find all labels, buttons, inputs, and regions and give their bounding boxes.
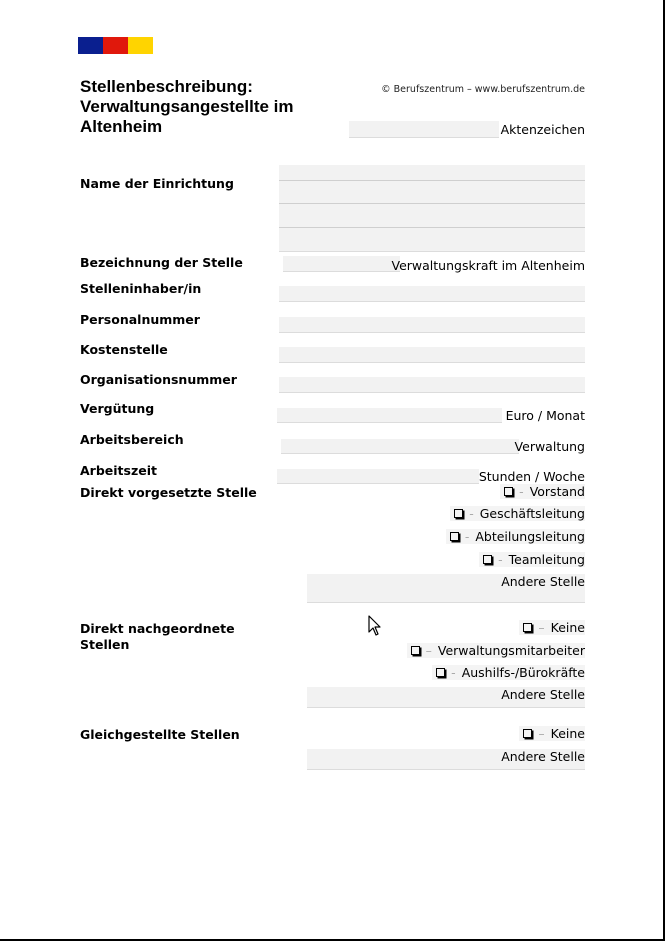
option-label: Keine: [550, 620, 585, 635]
flag-stripe-blue: [78, 37, 103, 54]
andere-stelle-label: Andere Stelle: [501, 749, 585, 764]
aktenzeichen-label: Aktenzeichen: [500, 122, 585, 137]
organisationsnummer-field[interactable]: [279, 377, 585, 393]
flag-stripe-yellow: [128, 37, 153, 54]
copyright-notice: © Berufszentrum – www.berufszentrum.de: [381, 84, 585, 95]
option-label: Aushilfs-/Bürokräfte: [461, 665, 585, 680]
stelleninhaber-label: Stelleninhaber/in: [80, 281, 202, 296]
verguetung-label: Vergütung: [80, 401, 155, 416]
flag-stripe-red: [103, 37, 128, 54]
field-line: [279, 203, 585, 204]
kostenstelle-field[interactable]: [279, 347, 585, 363]
checkbox-icon[interactable]: [504, 487, 513, 496]
bezeichnung-field[interactable]: [283, 256, 400, 272]
option-keine[interactable]: [519, 726, 585, 741]
dash-separator: –: [425, 643, 432, 658]
dash-separator: -: [464, 529, 470, 544]
checkbox-icon[interactable]: [411, 646, 420, 655]
organisationsnummer-label: Organisationsnummer: [80, 372, 237, 387]
option-vorstand[interactable]: [500, 484, 585, 499]
option-keine[interactable]: [519, 620, 585, 635]
option-geschaeftsleitung[interactable]: [450, 506, 585, 521]
option-aushilfskraefte[interactable]: [432, 665, 585, 680]
arbeitsbereich-label: Arbeitsbereich: [80, 432, 184, 447]
option-label: Abteilungsleitung: [475, 529, 585, 544]
dash-separator: -: [519, 484, 524, 499]
arbeitszeit-field[interactable]: [277, 469, 479, 484]
stelleninhaber-field[interactable]: [279, 286, 585, 302]
dash-separator: –: [538, 726, 545, 741]
kostenstelle-label: Kostenstelle: [80, 342, 168, 357]
logo-flag: [78, 37, 153, 54]
checkbox-icon[interactable]: [523, 729, 532, 738]
bezeichnung-label: Bezeichnung der Stelle: [80, 255, 243, 270]
dash-separator: -: [469, 506, 474, 521]
name-einrichtung-label: Name der Einrichtung: [80, 176, 234, 191]
bezeichnung-value: Verwaltungskraft im Altenheim: [391, 258, 585, 273]
verguetung-field[interactable]: [277, 408, 502, 423]
option-label: Teamleitung: [508, 552, 585, 567]
field-line: [279, 227, 585, 228]
nachgeordnete-label: Direkt nachgeordnete Stellen: [80, 621, 235, 652]
checkbox-icon[interactable]: [436, 668, 445, 677]
gleichgestellte-label: Gleichgestellte Stellen: [80, 727, 240, 742]
arbeitszeit-unit: Stunden / Woche: [478, 469, 585, 484]
arbeitsbereich-value: Verwaltung: [514, 439, 585, 454]
checkbox-icon[interactable]: [523, 623, 532, 632]
mouse-cursor-icon: [368, 615, 382, 637]
option-label: Vorstand: [529, 484, 585, 499]
option-teamleitung[interactable]: [479, 552, 585, 567]
andere-stelle-label: Andere Stelle: [501, 574, 585, 589]
andere-stelle-label: Andere Stelle: [501, 687, 585, 702]
checkbox-icon[interactable]: [450, 532, 459, 541]
option-abteilungsleitung[interactable]: [446, 529, 585, 544]
vorgesetzte-label: Direkt vorgesetzte Stelle: [80, 485, 257, 500]
checkbox-icon[interactable]: [483, 555, 492, 564]
personalnummer-label: Personalnummer: [80, 312, 200, 327]
option-verwaltungsmitarbeiter[interactable]: [407, 643, 585, 658]
personalnummer-field[interactable]: [279, 317, 585, 333]
name-einrichtung-field[interactable]: [279, 165, 585, 252]
dash-separator: –: [538, 620, 545, 635]
verguetung-unit: Euro / Monat: [505, 408, 585, 423]
arbeitsbereich-field[interactable]: [281, 439, 519, 454]
option-label: Keine: [550, 726, 585, 741]
option-label: Verwaltungsmitarbeiter: [437, 643, 585, 658]
dash-separator: -: [451, 665, 456, 680]
option-label: Geschäftsleitung: [479, 506, 585, 521]
arbeitszeit-label: Arbeitszeit: [80, 463, 157, 478]
page-title: Stellenbeschreibung: Verwaltungsangestellte im Altenheim: [80, 77, 294, 136]
field-line: [279, 180, 585, 181]
aktenzeichen-field[interactable]: [349, 121, 499, 138]
checkbox-icon[interactable]: [454, 509, 463, 518]
dash-separator: -: [498, 552, 503, 567]
